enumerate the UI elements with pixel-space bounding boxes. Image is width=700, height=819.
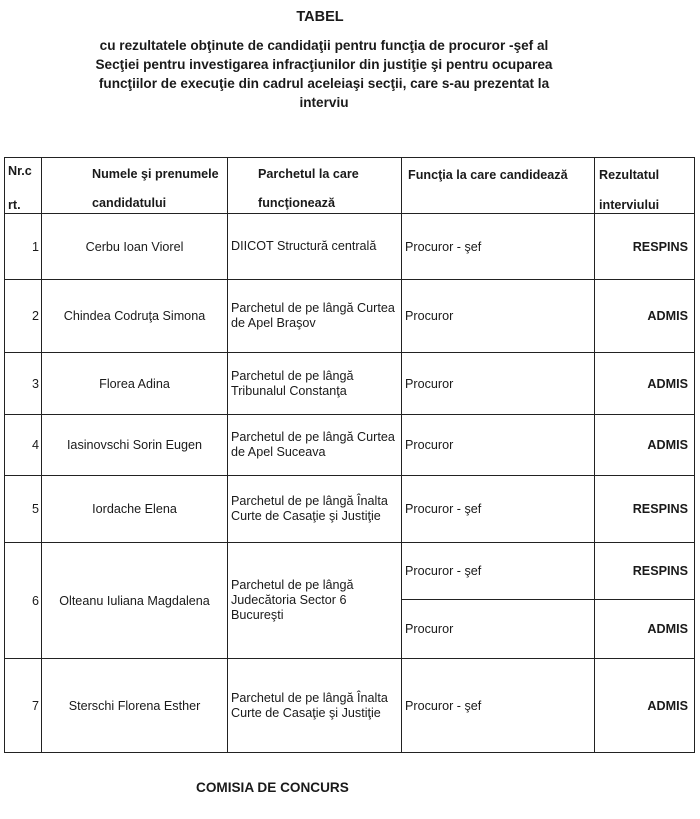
subtitle-line: cu rezultatele obţinute de candidaţii pentru funcţia de procuror -şef al [99, 38, 549, 53]
candidate-functia: Procuror [402, 353, 595, 415]
candidate-functia: Procuror [402, 600, 595, 659]
table-row [5, 280, 695, 353]
candidate-rezultat: RESPINS [595, 214, 695, 280]
candidate-functia: Procuror - şef [402, 543, 595, 600]
header-name: Numele şi prenumele candidatului [42, 158, 228, 214]
candidate-name: Sterschi Florena Esther [42, 659, 228, 753]
candidate-name: Florea Adina [42, 353, 228, 415]
table-row [5, 353, 695, 415]
candidate-functia: Procuror - şef [402, 476, 595, 543]
table-row [5, 415, 695, 476]
candidate-name: Olteanu Iuliana Magdalena [42, 543, 228, 659]
candidate-parchet: Parchetul de pe lângă Curtea de Apel Braşov [228, 280, 402, 353]
candidate-functia: Procuror - şef [402, 214, 595, 280]
header-rezultat: Rezultatul interviului [595, 158, 695, 214]
subtitle-line: interviu [299, 95, 349, 110]
table-row [5, 543, 695, 600]
candidate-rezultat: ADMIS [595, 600, 695, 659]
candidate-parchet: DIICOT Structură centrală [228, 214, 402, 280]
candidate-parchet: Parchetul de pe lângă Judecătoria Sector 6 Bucureşti [228, 543, 402, 659]
candidate-functia: Procuror - şef [402, 659, 595, 753]
document-title: TABEL [296, 9, 344, 25]
candidate-name: Chindea Codruţa Simona [42, 280, 228, 353]
table-header-row [5, 158, 695, 214]
candidate-rezultat: RESPINS [595, 476, 695, 543]
table-row [5, 214, 695, 280]
candidate-rezultat: ADMIS [595, 415, 695, 476]
row-nr: 1 [5, 214, 42, 280]
row-nr: 3 [5, 353, 42, 415]
header-functia: Funcţia la care candidează [402, 158, 595, 214]
row-nr: 2 [5, 280, 42, 353]
candidate-functia: Procuror [402, 280, 595, 353]
document-subtitle [14, 36, 634, 112]
table-row [5, 659, 695, 753]
candidate-functia: Procuror [402, 415, 595, 476]
row-nr: 6 [5, 543, 42, 659]
row-nr: 4 [5, 415, 42, 476]
header-nr: Nr.c rt. [5, 158, 42, 214]
candidate-parchet: Parchetul de pe lângă Înalta Curte de Casaţie şi Justiţie [228, 476, 402, 543]
candidate-parchet: Parchetul de pe lângă Înalta Curte de Casaţie şi Justiţie [228, 659, 402, 753]
table-row [5, 476, 695, 543]
subtitle-line: funcţiilor de execuţie din cadrul aceleiaşi secţii, care s-au prezentat la [98, 76, 550, 91]
header-parchet: Parchetul la care funcţionează [228, 158, 402, 214]
row-nr: 5 [5, 476, 42, 543]
committee-signature-label: COMISIA DE CONCURS [196, 780, 349, 795]
candidate-rezultat: ADMIS [595, 659, 695, 753]
candidate-parchet: Parchetul de pe lângă Curtea de Apel Suceava [228, 415, 402, 476]
candidate-name: Cerbu Ioan Viorel [42, 214, 228, 280]
candidate-name: Iasinovschi Sorin Eugen [42, 415, 228, 476]
candidate-rezultat: ADMIS [595, 280, 695, 353]
results-table [4, 157, 695, 753]
candidate-rezultat: RESPINS [595, 543, 695, 600]
subtitle-line: Secţiei pentru investigarea infracţiunilor din justiţie şi pentru ocuparea [95, 57, 553, 72]
row-nr: 7 [5, 659, 42, 753]
candidate-name: Iordache Elena [42, 476, 228, 543]
candidate-rezultat: ADMIS [595, 353, 695, 415]
candidate-parchet: Parchetul de pe lângă Tribunalul Constanţa [228, 353, 402, 415]
